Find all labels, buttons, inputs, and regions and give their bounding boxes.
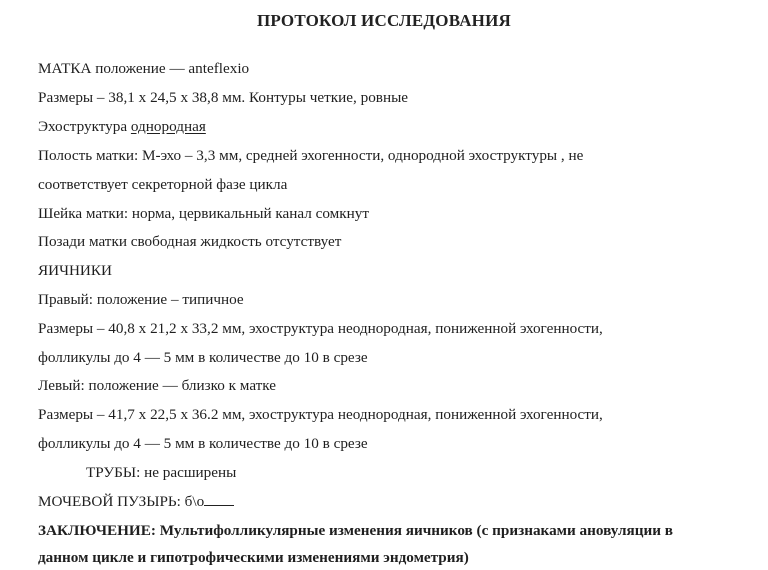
- uterine-cavity-line-2: соответствует секреторной фазе цикла: [38, 176, 288, 193]
- right-ovary-follicles: фолликулы до 4 — 5 мм в количестве до 10 в срезе: [38, 349, 368, 366]
- echo-label: Эхоструктура: [38, 118, 131, 135]
- left-ovary-follicles: фолликулы до 4 — 5 мм в количестве до 10 в срезе: [38, 435, 368, 452]
- right-ovary-size: Размеры – 40,8 х 21,2 х 33,2 мм, эхоструктура неоднородная, пониженной эхогенности,: [38, 320, 603, 337]
- free-fluid: Позади матки свободная жидкость отсутствует: [38, 233, 342, 250]
- conclusion-line-1: ЗАКЛЮЧЕНИЕ: Мультифолликулярные изменения яичников (с признаками ановуляции в: [38, 522, 674, 539]
- uterus-echostructure: [38, 118, 206, 136]
- bladder: [38, 493, 234, 511]
- report-title: ПРОТОКОЛ ИССЛЕДОВАНИЯ: [256, 11, 511, 30]
- right-ovary-position: Правый: положение – типичное: [38, 291, 244, 308]
- conclusion-line-2: данном цикле и гипотрофическими изменениями эндометрия): [38, 549, 469, 566]
- left-ovary-position: Левый: положение — близко к матке: [38, 377, 277, 394]
- bladder-text: МОЧЕВОЙ ПУЗЫРЬ: б\о: [38, 493, 205, 510]
- ovaries-heading: ЯИЧНИКИ: [38, 262, 113, 279]
- echo-value: однородная: [130, 118, 206, 135]
- left-ovary-size: Размеры – 41,7 х 22,5 х 36.2 мм, эхоструктура неоднородная, пониженной эхогенности,: [38, 406, 603, 423]
- uterine-cavity-line-1: Полость матки: М-эхо – 3,3 мм, средней эхогенности, однородной эхоструктуры , не: [38, 147, 584, 164]
- tubes: ТРУБЫ: не расширены: [86, 464, 237, 481]
- cervix: Шейка матки: норма, цервикальный канал сомкнут: [38, 205, 370, 222]
- uterus-size: Размеры – 38,1 х 24,5 х 38,8 мм. Контуры четкие, ровные: [38, 89, 409, 106]
- uterus-position: МАТКА положение — anteflexio: [38, 60, 250, 77]
- blank-underline: [204, 493, 234, 506]
